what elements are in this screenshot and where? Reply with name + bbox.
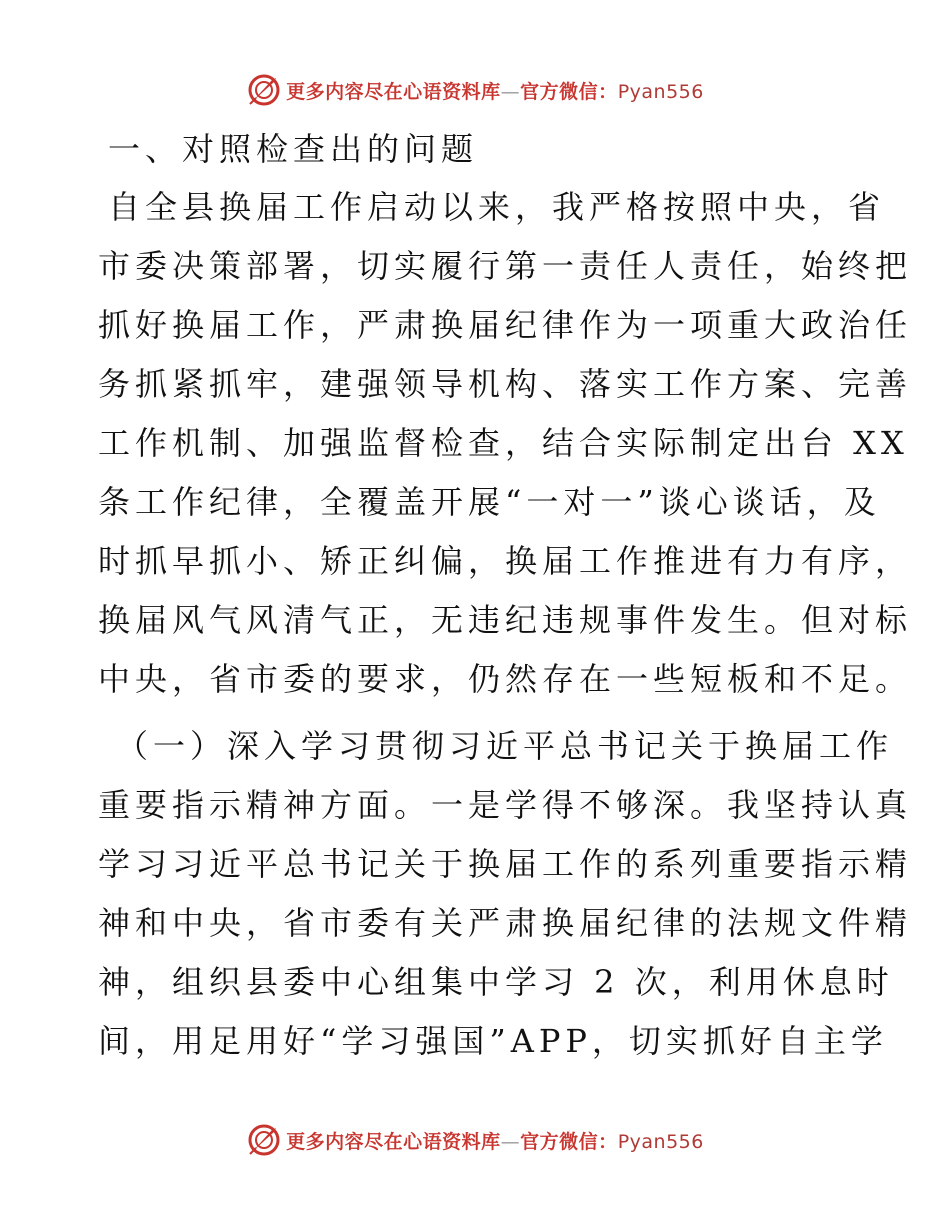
- watermark-main-text: 更多内容尽在心语资料库: [286, 80, 501, 103]
- watermark-wechat-label: 官方微信：: [520, 80, 618, 103]
- watermark-separator: —: [500, 80, 521, 103]
- paragraph-line: 神和中央，省市委有关严肃换届纪律的法规文件精: [98, 904, 913, 942]
- paragraph-line: （一）深入学习贯彻习近平总书记关于换届工作: [116, 727, 894, 765]
- paragraph-line: 时抓早抓小、矫正纠偏，换届工作推进有力有序，: [98, 542, 913, 580]
- paragraph-line: 自全县换届工作启动以来，我严格按照中央，省: [108, 188, 886, 226]
- watermark-banner-bottom: [0, 1118, 950, 1162]
- paragraph-2: [98, 717, 913, 1071]
- paragraph-line: 务抓紧抓牢，建强领导机构、落实工作方案、完善: [98, 365, 913, 403]
- watermark-wechat-id: Pyan556: [617, 1130, 704, 1153]
- paragraph-line: 换届风气风清气正，无违纪违规事件发生。但对标: [98, 601, 913, 639]
- paragraph-line: 工作机制、加强监督检查，结合实际制定出台 XX: [98, 424, 909, 462]
- watermark-wechat-id: Pyan556: [617, 80, 704, 103]
- watermark-separator: —: [500, 1130, 521, 1153]
- paragraph-line: 间，用足用好“学习强国”APP，切实抓好自主学: [98, 1022, 888, 1060]
- paragraph-1: [98, 178, 913, 709]
- document-body: [98, 120, 913, 1071]
- paragraph-line: 学习习近平总书记关于换届工作的系列重要指示精: [98, 845, 913, 883]
- paragraph-line: 神，组织县委中心组集中学习 2 次，利用休息时: [98, 963, 894, 1001]
- paragraph-line: 中央，省市委的要求，仍然存在一些短板和不足。: [98, 660, 913, 698]
- watermark-main-text: 更多内容尽在心语资料库: [286, 1130, 501, 1153]
- watermark-wechat-label: 官方微信：: [520, 1130, 618, 1153]
- watermark-banner-top: [0, 68, 950, 112]
- section-heading: 一、对照检查出的问题: [108, 130, 479, 168]
- paragraph-line: 条工作纪律，全覆盖开展“一对一”谈心谈话，及: [98, 483, 881, 521]
- quill-logo-icon: [246, 72, 282, 108]
- paragraph-line: 抓好换届工作，严肃换届纪律作为一项重大政治任: [98, 306, 913, 344]
- paragraph-line: 市委决策部署，切实履行第一责任人责任，始终把: [98, 247, 913, 285]
- quill-logo-icon: [246, 1122, 282, 1158]
- watermark-text: [286, 77, 704, 104]
- paragraph-line: 重要指示精神方面。一是学得不够深。我坚持认真: [98, 786, 913, 824]
- watermark-text: [286, 1127, 704, 1154]
